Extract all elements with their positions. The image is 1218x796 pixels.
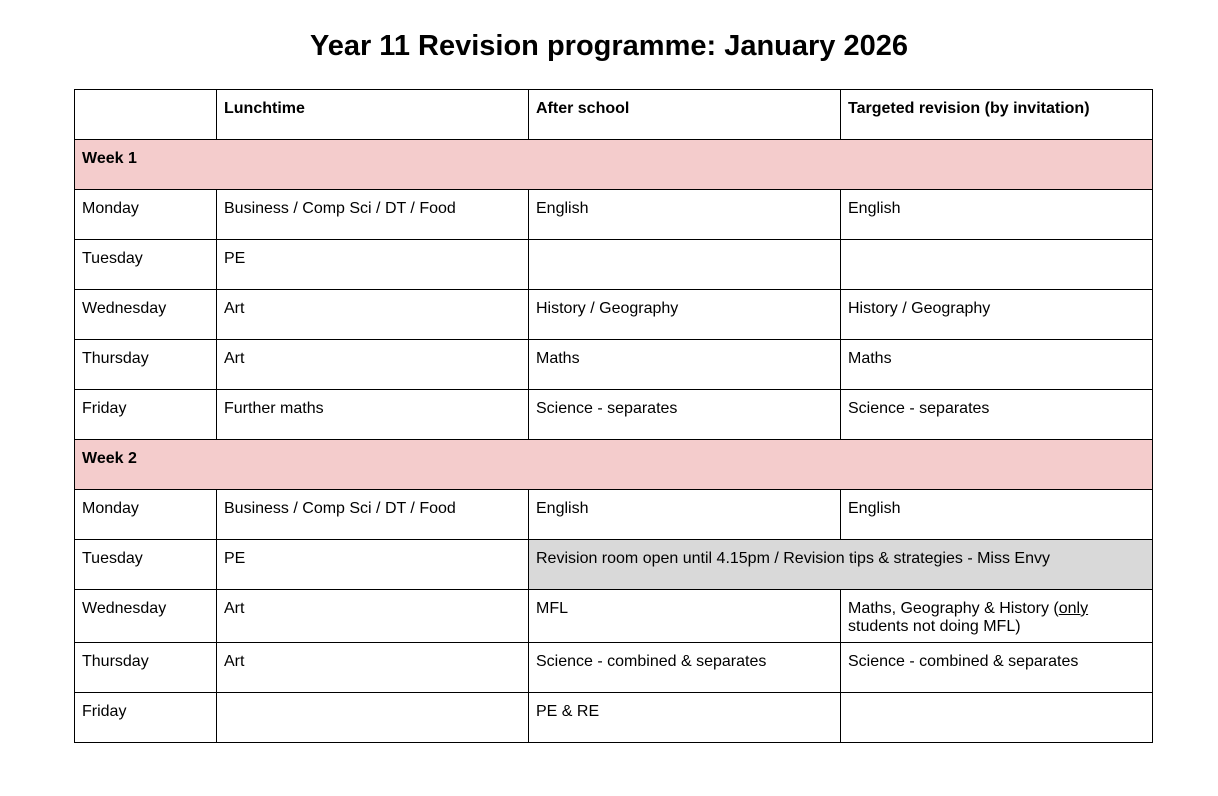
header-cell-after-school: After school: [529, 90, 841, 140]
after-school-cell: [529, 240, 841, 290]
lunchtime-cell: Art: [217, 290, 529, 340]
table-row: [75, 190, 1153, 240]
day-cell: Monday: [75, 490, 217, 540]
targeted-cell: Science - separates: [841, 390, 1153, 440]
header-cell-lunchtime: Lunchtime: [217, 90, 529, 140]
targeted-text-post: students not doing MFL): [848, 618, 1021, 635]
after-school-cell: English: [529, 490, 841, 540]
table-row: [75, 340, 1153, 390]
table-row: [75, 590, 1153, 643]
day-cell: Thursday: [75, 340, 217, 390]
after-school-cell: English: [529, 190, 841, 240]
after-school-cell: PE & RE: [529, 693, 841, 743]
targeted-cell: Maths: [841, 340, 1153, 390]
after-school-cell: Science - separates: [529, 390, 841, 440]
lunchtime-cell: Art: [217, 590, 529, 643]
table-row: [75, 290, 1153, 340]
lunchtime-cell: Art: [217, 340, 529, 390]
table-row: [75, 240, 1153, 290]
merged-revision-room-cell: Revision room open until 4.15pm / Revision tips & strategies - Miss Envy: [529, 540, 1153, 590]
header-cell-targeted: Targeted revision (by invitation): [841, 90, 1153, 140]
revision-timetable: [74, 89, 1153, 743]
day-cell: Tuesday: [75, 540, 217, 590]
targeted-cell: English: [841, 490, 1153, 540]
targeted-text-pre: Maths, Geography & History (: [848, 600, 1059, 617]
table-row: [75, 490, 1153, 540]
targeted-cell: [841, 693, 1153, 743]
week-1-label: Week 1: [75, 140, 1153, 190]
targeted-cell: History / Geography: [841, 290, 1153, 340]
after-school-cell: Maths: [529, 340, 841, 390]
header-row: [75, 90, 1153, 140]
lunchtime-cell: Business / Comp Sci / DT / Food: [217, 490, 529, 540]
lunchtime-cell: PE: [217, 540, 529, 590]
targeted-cell: Science - combined & separates: [841, 643, 1153, 693]
day-cell: Wednesday: [75, 590, 217, 643]
table-row: [75, 390, 1153, 440]
header-cell-day: [75, 90, 217, 140]
day-cell: Monday: [75, 190, 217, 240]
day-cell: Friday: [75, 390, 217, 440]
lunchtime-cell: Art: [217, 643, 529, 693]
week-1-row: [75, 140, 1153, 190]
day-cell: Tuesday: [75, 240, 217, 290]
table-row: [75, 643, 1153, 693]
table-row: [75, 693, 1153, 743]
lunchtime-cell: Business / Comp Sci / DT / Food: [217, 190, 529, 240]
targeted-cell: English: [841, 190, 1153, 240]
targeted-cell: [841, 590, 1153, 643]
day-cell: Thursday: [75, 643, 217, 693]
week-2-row: [75, 440, 1153, 490]
after-school-cell: History / Geography: [529, 290, 841, 340]
day-cell: Friday: [75, 693, 217, 743]
table-row: [75, 540, 1153, 590]
week-2-label: Week 2: [75, 440, 1153, 490]
targeted-cell: [841, 240, 1153, 290]
targeted-text-underlined: only: [1058, 600, 1089, 617]
lunchtime-cell: [217, 693, 529, 743]
day-cell: Wednesday: [75, 290, 217, 340]
after-school-cell: MFL: [529, 590, 841, 643]
page-title: Year 11 Revision programme: January 2026: [309, 30, 909, 62]
lunchtime-cell: Further maths: [217, 390, 529, 440]
lunchtime-cell: PE: [217, 240, 529, 290]
after-school-cell: Science - combined & separates: [529, 643, 841, 693]
